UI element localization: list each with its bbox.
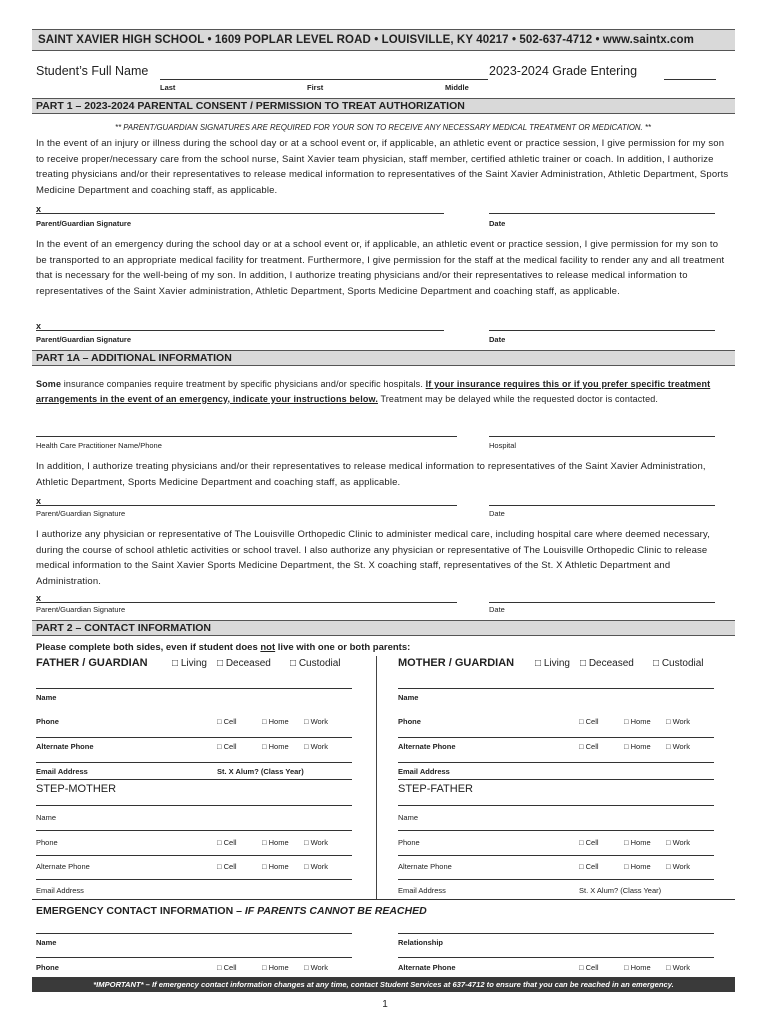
part1a-para4: I authorize any physician or representative of The Louisville Orthopedic Clinic to administer medical care, including hospital care where deemed necessary, during the course of school athletic activities or school travel. I also authorize any physician or representative of The Louisville Orthopedic Clinic to release medical information to the Saint Xavier Sports Medicine Department, the St. X coaching staff, representatives of the St. X Athletic Department and Administration. <box>36 529 710 587</box>
date-line-3[interactable] <box>489 505 715 506</box>
mother-phone-home[interactable]: □ Home <box>624 717 651 726</box>
instruction-b: live with one or both parents: <box>275 642 411 653</box>
father-email-label: Email Address <box>36 767 88 776</box>
father-name-label: Name <box>36 693 57 702</box>
hcp-line[interactable] <box>36 436 457 437</box>
stepfather-alt-label: Alternate Phone <box>398 862 452 871</box>
stepfather-phone-label: Phone <box>398 838 420 847</box>
father-heading: FATHER / GUARDIAN <box>36 657 148 669</box>
father-alt-line[interactable] <box>36 762 352 763</box>
emergency-title-italic: IF PARENTS CANNOT BE REACHED <box>244 905 427 917</box>
date-line-4[interactable] <box>489 602 715 603</box>
mother-alt-home[interactable]: □ Home <box>624 742 651 751</box>
part1-para2: In the event of an emergency during the school day or at a school event or, if applicable, an athletic event or practice session, I give permission for my son to be transported to an appropriate medical facility for treatment. Furthermore, I give permission for the staff at the medical facility to render any and all treatment that is necessary for the well-being of my son. In addition, I authorize treating physicians and/or their representatives to release medical information to representatives of the Saint Xavier administration, Athletic Department, Sports Medicine Department and coaching staff, as applicable. <box>36 239 725 297</box>
sig-line-3[interactable] <box>36 505 457 506</box>
emergency-alt-cell[interactable]: □ Cell <box>579 963 599 972</box>
stepfather-phone-cell[interactable]: □ Cell <box>579 838 599 847</box>
stepfather-alt-work[interactable]: □ Work <box>666 862 690 871</box>
part1-note: ** PARENT/GUARDIAN SIGNATURES ARE REQUIRED FOR YOUR SON TO RECEIVE ANY NECESSARY MEDICAL TREATMENT OR MEDICATION. ** <box>115 123 651 132</box>
column-divider <box>376 656 377 900</box>
stepmother-name-line[interactable] <box>36 830 352 831</box>
mother-heading: MOTHER / GUARDIAN <box>398 657 515 669</box>
stepmother-alt-line[interactable] <box>36 879 352 880</box>
mother-custodial[interactable]: □ Custodial <box>653 658 704 669</box>
hcp-label: Health Care Practitioner Name/Phone <box>36 441 162 450</box>
emergency-name-label: Name <box>36 938 57 947</box>
emergency-relationship-line-2[interactable] <box>398 957 714 958</box>
father-deceased[interactable]: □ Deceased <box>217 658 271 669</box>
father-phone-label: Phone <box>36 717 59 726</box>
sig-line-1[interactable] <box>36 213 444 214</box>
emergency-relationship-label: Relationship <box>398 938 444 947</box>
page-number: 1 <box>382 999 388 1010</box>
father-alum-label: St. X Alum? (Class Year) <box>217 767 304 776</box>
stepfather-alt-home[interactable]: □ Home <box>624 862 651 871</box>
intro-text2: Treatment may be delayed while the requested doctor is contacted. <box>377 393 659 404</box>
part2-header: PART 2 – CONTACT INFORMATION <box>32 620 735 636</box>
mother-name-line[interactable] <box>398 688 714 689</box>
first-label: First <box>307 83 324 92</box>
part1-para1: In the event of an injury or illness during the school day or at a school event or, if applicable, an athletic event or practice session, I give permission for my son to receive proper/necessary care from the school nurse, Saint Xavier team physician, staff member, certified athletic trainer or coach. In addition, I authorize treating physicians and/or their representatives to release medical information to representatives of the Saint Xavier Administration, Athletic Department, Sports Medicine Department and coaching staff, as applicable. <box>36 138 729 196</box>
emergency-title: EMERGENCY CONTACT INFORMATION – <box>36 905 245 917</box>
father-custodial[interactable]: □ Custodial <box>290 658 341 669</box>
emergency-alt-home[interactable]: □ Home <box>624 963 651 972</box>
mother-alt-work[interactable]: □ Work <box>666 742 690 751</box>
father-phone-home[interactable]: □ Home <box>262 717 289 726</box>
grade-line[interactable] <box>664 79 716 80</box>
stepmother-phone-line[interactable] <box>36 855 352 856</box>
intro-underline: If your insurance requires this or if you prefer specific treatment arrangements in the event of an emergency, indicate your instructions below. <box>36 379 711 404</box>
important-banner: *IMPORTANT* – If emergency contact information changes at any time, contact Student Services at 637-4712 to ensure that you can be reached in an emergency. <box>32 977 735 992</box>
hospital-line[interactable] <box>489 436 715 437</box>
father-living[interactable]: □ Living <box>172 658 207 669</box>
sig-label-4: Parent/Guardian Signature <box>36 605 126 614</box>
sig-line-4[interactable] <box>36 602 457 603</box>
sig-label-3: Parent/Guardian Signature <box>36 509 126 518</box>
stepfather-phone-work[interactable]: □ Work <box>666 838 690 847</box>
sig-label-2: Parent/Guardian Signature <box>36 335 132 344</box>
emergency-phone-cell[interactable]: □ Cell <box>217 963 237 972</box>
student-name-label: Student’s Full Name <box>36 64 149 78</box>
date-label-4: Date <box>489 605 505 614</box>
father-name-line[interactable] <box>36 688 352 689</box>
father-phone-cell[interactable]: □ Cell <box>217 717 237 726</box>
stepmother-email-label: Email Address <box>36 886 84 895</box>
stepmother-alt-home[interactable]: □ Home <box>262 862 289 871</box>
stepmother-head-line[interactable] <box>36 805 352 806</box>
sig-x-2: x <box>36 321 42 331</box>
stepmother-alt-work[interactable]: □ Work <box>304 862 328 871</box>
father-alt-work[interactable]: □ Work <box>304 742 328 751</box>
emergency-name-line-2[interactable] <box>36 957 352 958</box>
stepfather-email-label: Email Address <box>398 886 446 895</box>
mother-email-label: Email Address <box>398 767 450 776</box>
mother-phone-line[interactable] <box>398 737 714 738</box>
father-phone-line[interactable] <box>36 737 352 738</box>
intro-text1: insurance companies require treatment by specific physicians and/or specific hospitals. <box>61 379 426 389</box>
mother-name-label: Name <box>398 693 419 702</box>
date-line-2[interactable] <box>489 330 715 331</box>
mother-email-line[interactable] <box>398 779 714 780</box>
middle-label: Middle <box>445 83 469 92</box>
stepmother-phone-label: Phone <box>36 838 58 847</box>
student-name-line[interactable] <box>160 79 488 80</box>
emergency-relationship-line[interactable] <box>398 933 714 934</box>
stepmother-name-label: Name <box>36 813 57 822</box>
part1a-intro <box>36 377 730 406</box>
stepmother-phone-cell[interactable]: □ Cell <box>217 838 237 847</box>
stepmother-alt-cell[interactable]: □ Cell <box>217 862 237 871</box>
stepfather-name-label: Name <box>398 813 419 822</box>
date-label-3: Date <box>489 509 505 518</box>
mother-alt-phone-label: Alternate Phone <box>398 742 456 751</box>
emergency-heading <box>36 905 427 917</box>
stepfather-name-line[interactable] <box>398 830 714 831</box>
sig-x-4: x <box>36 593 42 603</box>
part2-instruction <box>36 642 410 653</box>
emergency-phone-home[interactable]: □ Home <box>262 963 289 972</box>
instruction-a: Please complete both sides, even if student does <box>36 642 261 653</box>
sig-x-1: x <box>36 204 42 214</box>
mother-phone-work[interactable]: □ Work <box>666 717 690 726</box>
stepmother-phone-work[interactable]: □ Work <box>304 838 328 847</box>
hospital-label: Hospital <box>489 441 517 450</box>
mother-living[interactable]: □ Living <box>535 658 570 669</box>
sig-line-2[interactable] <box>36 330 444 331</box>
grade-label: 2023-2024 Grade Entering <box>489 64 638 78</box>
part1a-para3: In addition, I authorize treating physicians and/or their representatives to release medical information to representatives of the Saint Xavier Administration, Athletic Department, Sports Medicine Department and coaching staff, as applicable. <box>36 461 706 488</box>
mother-deceased[interactable]: □ Deceased <box>580 658 634 669</box>
stepfather-alt-line[interactable] <box>398 879 714 880</box>
stepmother-heading: STEP-MOTHER <box>36 783 117 795</box>
father-email-line[interactable] <box>36 779 352 780</box>
emergency-phone-label: Phone <box>36 963 59 972</box>
sig-x-3: x <box>36 496 42 506</box>
stepfather-phone-home[interactable]: □ Home <box>624 838 651 847</box>
instruction-not: not <box>260 642 276 653</box>
part2-bottom-rule <box>32 899 735 900</box>
emergency-alt-work[interactable]: □ Work <box>666 963 690 972</box>
father-alt-phone-label: Alternate Phone <box>36 742 94 751</box>
mother-phone-cell[interactable]: □ Cell <box>579 717 599 726</box>
stepmother-phone-home[interactable]: □ Home <box>262 838 289 847</box>
last-label: Last <box>160 83 176 92</box>
emergency-name-line[interactable] <box>36 933 352 934</box>
emergency-alt-phone-label: Alternate Phone <box>398 963 456 972</box>
emergency-phone-work[interactable]: □ Work <box>304 963 328 972</box>
stepmother-alt-label: Alternate Phone <box>36 862 90 871</box>
school-header: SAINT XAVIER HIGH SCHOOL • 1609 POPLAR LEVEL ROAD • LOUISVILLE, KY 40217 • 502-637-4712 • www.saintx.com <box>32 29 735 51</box>
date-label-1: Date <box>489 219 506 228</box>
stepfather-alt-cell[interactable]: □ Cell <box>579 862 599 871</box>
father-phone-work[interactable]: □ Work <box>304 717 328 726</box>
stepfather-heading: STEP-FATHER <box>398 783 473 795</box>
date-label-2: Date <box>489 335 506 344</box>
mother-alt-line[interactable] <box>398 762 714 763</box>
date-line-1[interactable] <box>489 213 715 214</box>
some-text: Some <box>36 379 62 389</box>
part1-header: PART 1 – 2023-2024 PARENTAL CONSENT / PERMISSION TO TREAT AUTHORIZATION <box>32 98 735 114</box>
father-alt-home[interactable]: □ Home <box>262 742 289 751</box>
stepfather-head-line[interactable] <box>398 805 714 806</box>
mother-phone-label: Phone <box>398 717 421 726</box>
part1a-header: PART 1A – ADDITIONAL INFORMATION <box>32 350 735 366</box>
stepfather-alum-label: St. X Alum? (Class Year) <box>579 886 662 895</box>
stepfather-phone-line[interactable] <box>398 855 714 856</box>
father-alt-cell[interactable]: □ Cell <box>217 742 237 751</box>
mother-alt-cell[interactable]: □ Cell <box>579 742 599 751</box>
sig-label-1: Parent/Guardian Signature <box>36 219 132 228</box>
